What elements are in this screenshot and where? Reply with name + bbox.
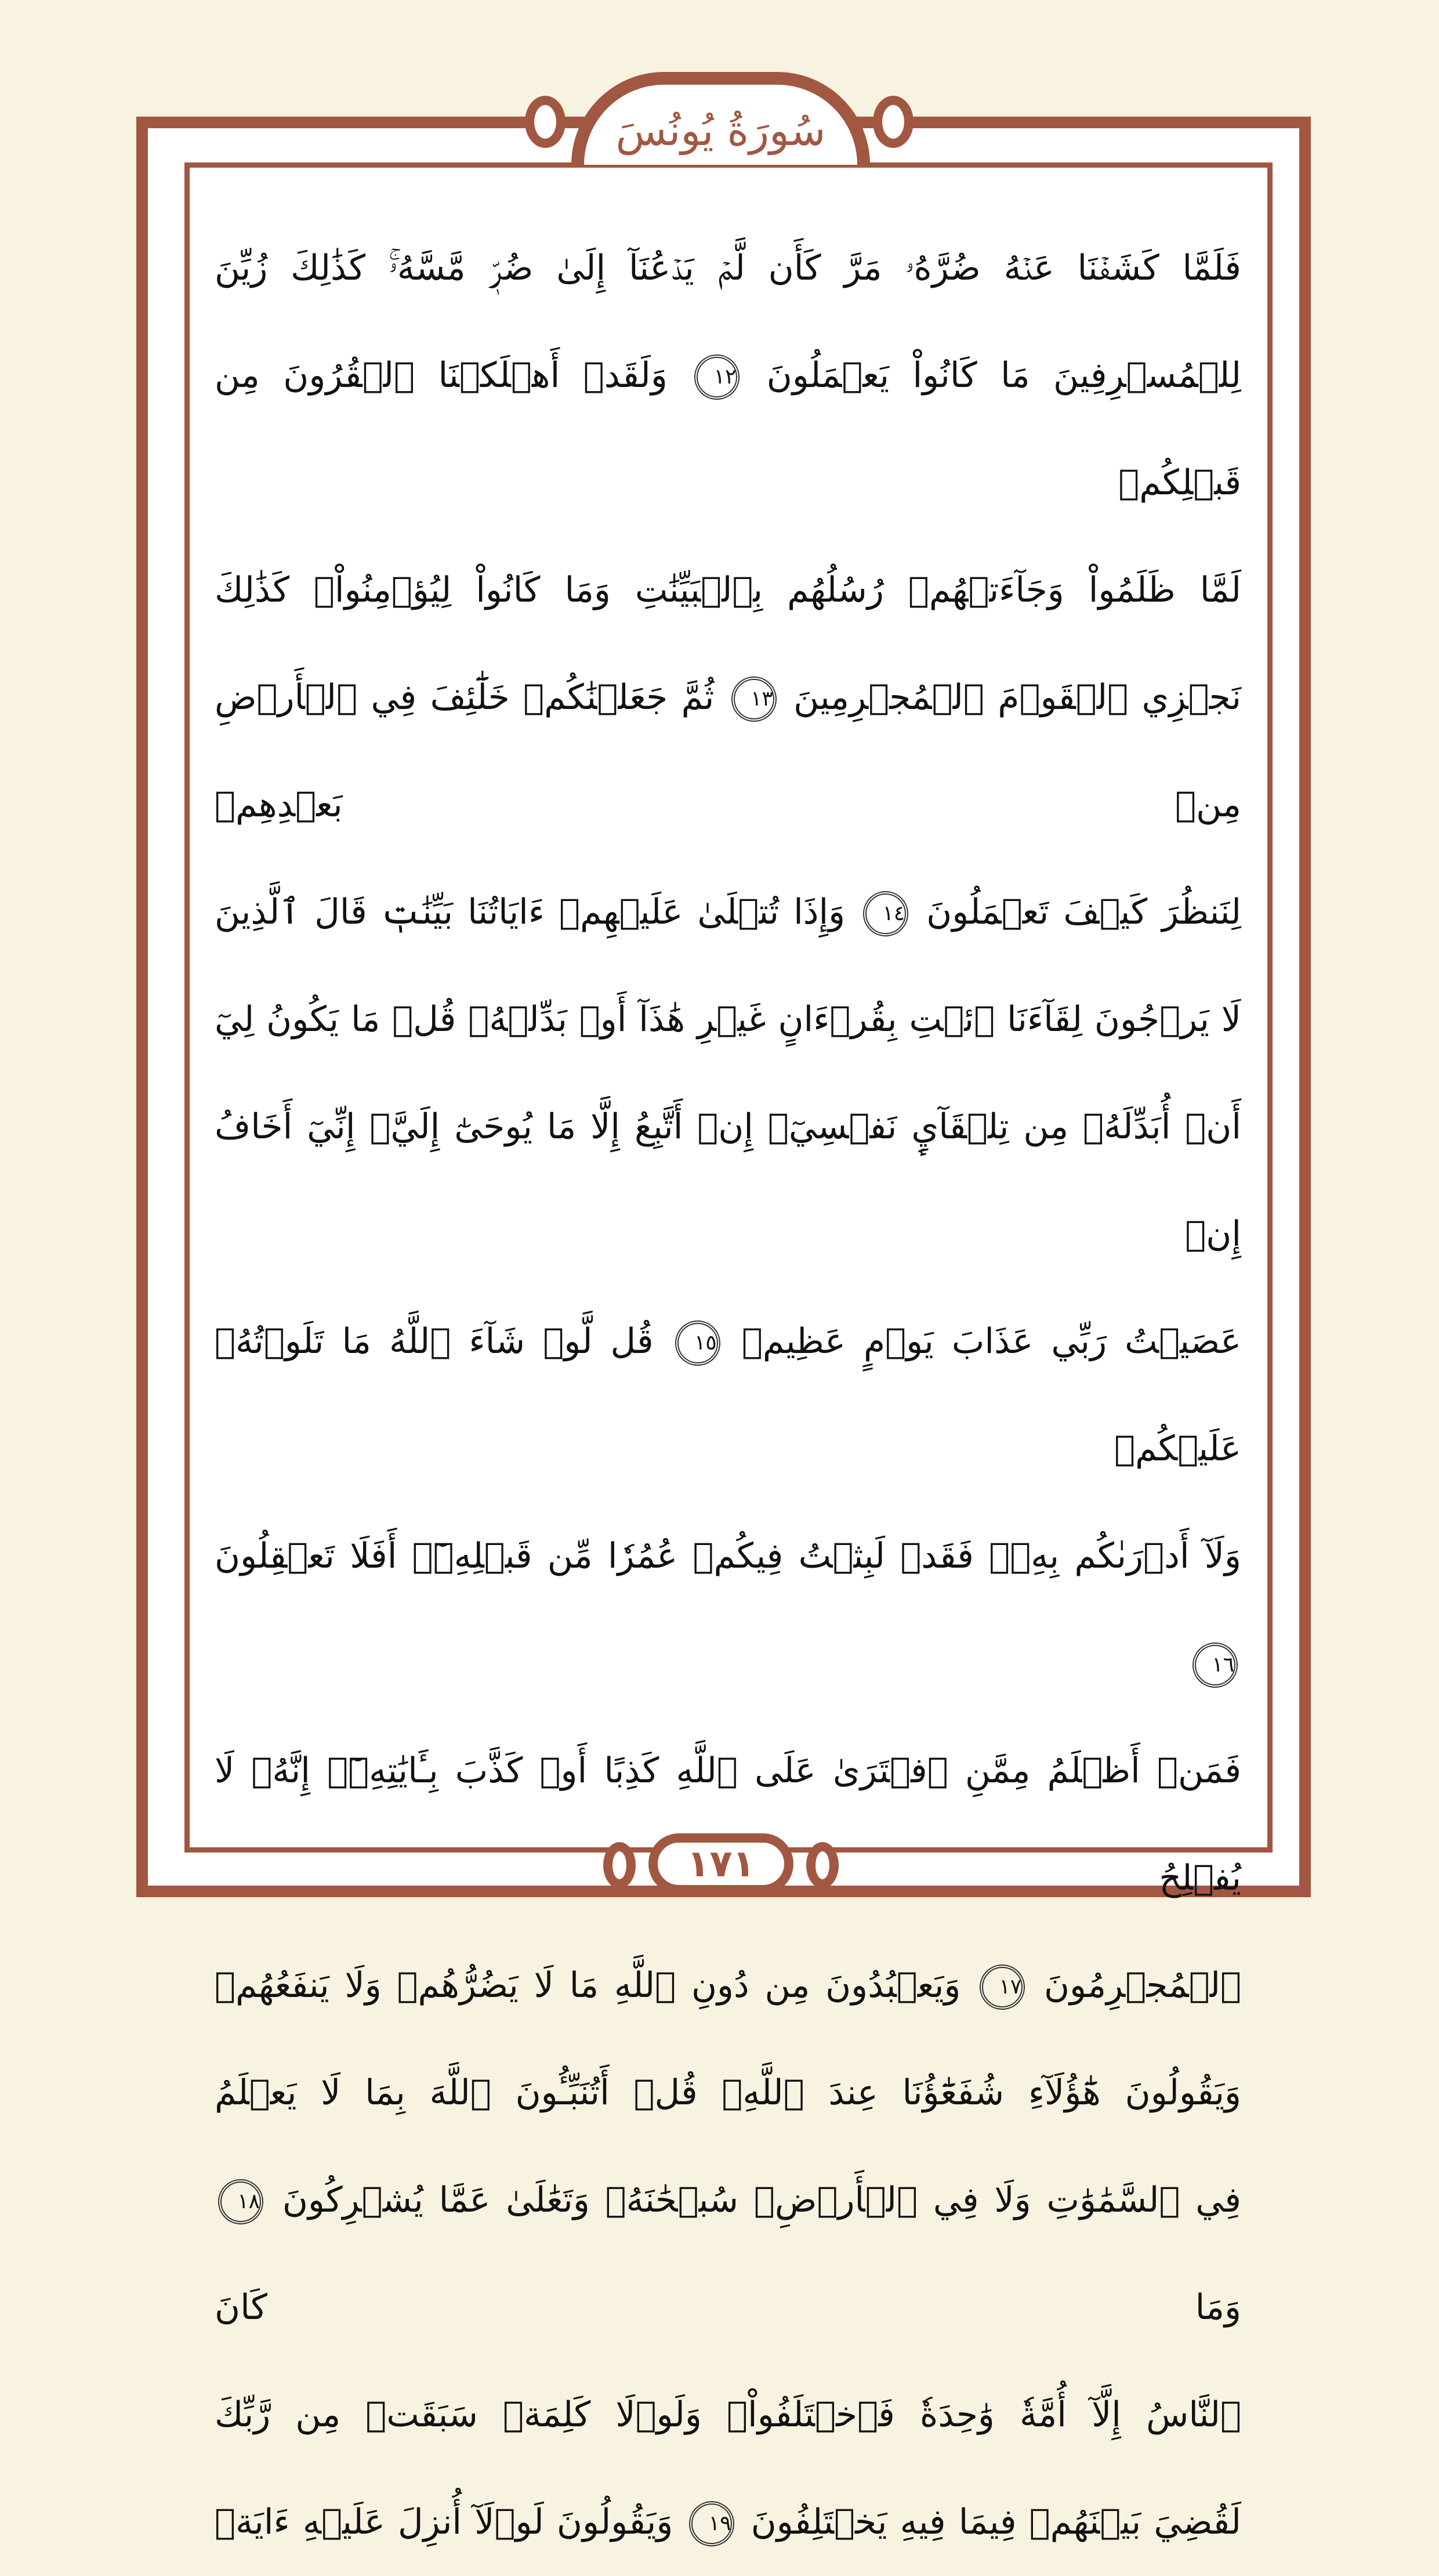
ayah-number-marker: ١٢ [694,354,740,400]
ayah-number-marker: ١٨ [218,2179,263,2224]
line-text-continued: وَإِذَا تُتۡلَىٰ عَلَيۡهِمۡ ءَايَاتُنَا بَيِّنَٰتٖ قَالَ ٱلَّذِينَ [215,892,846,932]
text-line [215,2147,1241,2361]
ayah-number-marker: ١٣ [731,676,777,722]
line-text: وَلَآ أَدۡرَىٰكُم بِهِۦۖ فَقَدۡ لَبِثۡتُ فِيكُمۡ عُمُرٗا مِّن قَبۡلِهِۦٓۚ أَفَلَا تَعۡقِلُونَ [215,1536,1241,1576]
text-line [215,644,1241,859]
line-text: أَنۡ أُبَدِّلَهُۥ مِن تِلۡقَآيِٕ نَفۡسِيٓۖ إِنۡ أَتَّبِعُ إِلَّا مَا يُوحَىٰٓ إِلَيَّۖ إِنِّيٓ أَخَافُ إِنۡ [215,1106,1241,1254]
page-number-cartouche [648,1833,793,1894]
ayah-number-marker: ١٩ [689,2501,734,2546]
line-text: فَلَمَّا كَشَفۡنَا عَنۡهُ ضُرَّهُۥ مَرَّ كَأَن لَّمۡ يَدۡعُنَآ إِلَىٰ ضُرّٖ مَّسَّهُۥۚ كَذَٰلِكَ زُيِّنَ [215,248,1241,288]
header-ornament-right [873,96,914,148]
text-line [215,1717,1241,1932]
line-text: نَجۡزِي ٱلۡقَوۡمَ ٱلۡمُجۡرِمِينَ [793,677,1242,718]
footer-ornament-left [603,1842,636,1888]
line-text: ٱلۡمُجۡرِمُونَ [1043,1965,1242,2006]
line-text: لِنَنظُرَ كَيۡفَ تَعۡمَلُونَ [926,892,1241,932]
line-text: وَيَقُولُونَ هَٰٓؤُلَآءِ شُفَعَٰٓؤُنَا عِندَ ٱللَّهِۚ قُلۡ أَتُنَبِّـُٔونَ ٱللَّهَ بِمَا لَا يَعۡلَمُ [215,2072,1241,2113]
footer-ornament-right [806,1842,839,1888]
text-line [215,322,1241,537]
ayah-number-marker: ١٦ [1192,1642,1238,1688]
text-line [215,2039,1241,2147]
line-text-continued: وَيَعۡبُدُونَ مِن دُونِ ٱللَّهِ مَا لَا يَضُرُّهُمۡ وَلَا يَنفَعُهُمۡ [215,1965,961,2006]
line-text: لَا يَرۡجُونَ لِقَآءَنَا ٱئۡتِ بِقُرۡءَانٍ غَيۡرِ هَٰذَآ أَوۡ بَدِّلۡهُۚ قُلۡ مَا يَكُونُ لِيٓ [215,999,1241,1040]
ayah-number-marker: ١٤ [863,891,908,936]
text-line [215,2469,1241,2576]
line-text-continued: وَمَا كَانَ [215,2287,1241,2328]
ayah-number-marker: ١٧ [980,1964,1025,2010]
text-line [215,1932,1241,2039]
text-line [215,1288,1241,1503]
text-line [215,537,1241,644]
line-text-continued: وَيَقُولُونَ لَوۡلَآ أُنزِلَ عَلَيۡهِ ءَايَةٞ [215,2502,673,2542]
line-text: عَصَيۡتُ رَبِّي عَذَابَ يَوۡمٍ عَظِيمٖ [741,1321,1242,1362]
line-text: ٱلنَّاسُ إِلَّآ أُمَّةٗ وَٰحِدَةٗ فَٱخۡتَلَفُواْۚ وَلَوۡلَا كَلِمَةٞ سَبَقَتۡ مِن رَّبِّكَ [215,2394,1241,2435]
line-text: لَمَّا ظَلَمُواْ وَجَآءَتۡهُمۡ رُسُلُهُم بِٱلۡبَيِّنَٰتِ وَمَا كَانُواْ لِيُؤۡمِنُواْۚ كَذَٰلِكَ [215,570,1241,610]
quran-text [215,215,1241,2576]
text-line [215,1503,1241,1717]
text-line [215,966,1241,1073]
line-text: فَمَنۡ أَظۡلَمُ مِمَّنِ ٱفۡتَرَىٰ عَلَى ٱللَّهِ كَذِبًا أَوۡ كَذَّبَ بِـَٔايَٰتِهِۦٓۚ إِنَّهُۥ لَا يُفۡلِحُ [215,1750,1241,1898]
surah-title: سُورَةُ يُونُسَ [615,106,826,155]
text-line [215,2361,1241,2469]
line-text: لَقُضِيَ بَيۡنَهُمۡ فِيمَا فِيهِ يَخۡتَلِفُونَ [751,2502,1242,2542]
line-text: فِي ٱلسَّمَٰوَٰتِ وَلَا فِي ٱلۡأَرۡضِۚ سُبۡحَٰنَهُۥ وَتَعَٰلَىٰ عَمَّا يُشۡرِكُونَ [282,2180,1241,2220]
header-ornament-left [525,96,566,148]
text-line [215,1073,1241,1288]
line-text: لِلۡمُسۡرِفِينَ مَا كَانُواْ يَعۡمَلُونَ [766,355,1241,396]
line-text-continued: قُل لَّوۡ شَآءَ ٱللَّهُ مَا تَلَوۡتُهُۥ عَلَيۡكُمۡ [215,1321,1241,1469]
surah-header [571,72,870,165]
line-text-continued: ثُمَّ جَعَلۡنَٰكُمۡ خَلَٰٓئِفَ فِي ٱلۡأَرۡضِ مِنۢ بَعۡدِهِمۡ [215,677,1241,825]
ayah-number-marker: ١٥ [675,1320,720,1366]
text-line [215,859,1241,966]
text-line [215,215,1241,322]
page-number: ١٧١ [687,1842,755,1886]
line-text-continued: وَلَقَدۡ أَهۡلَكۡنَا ٱلۡقُرُونَ مِن قَبۡلِكُمۡ [215,355,1241,503]
